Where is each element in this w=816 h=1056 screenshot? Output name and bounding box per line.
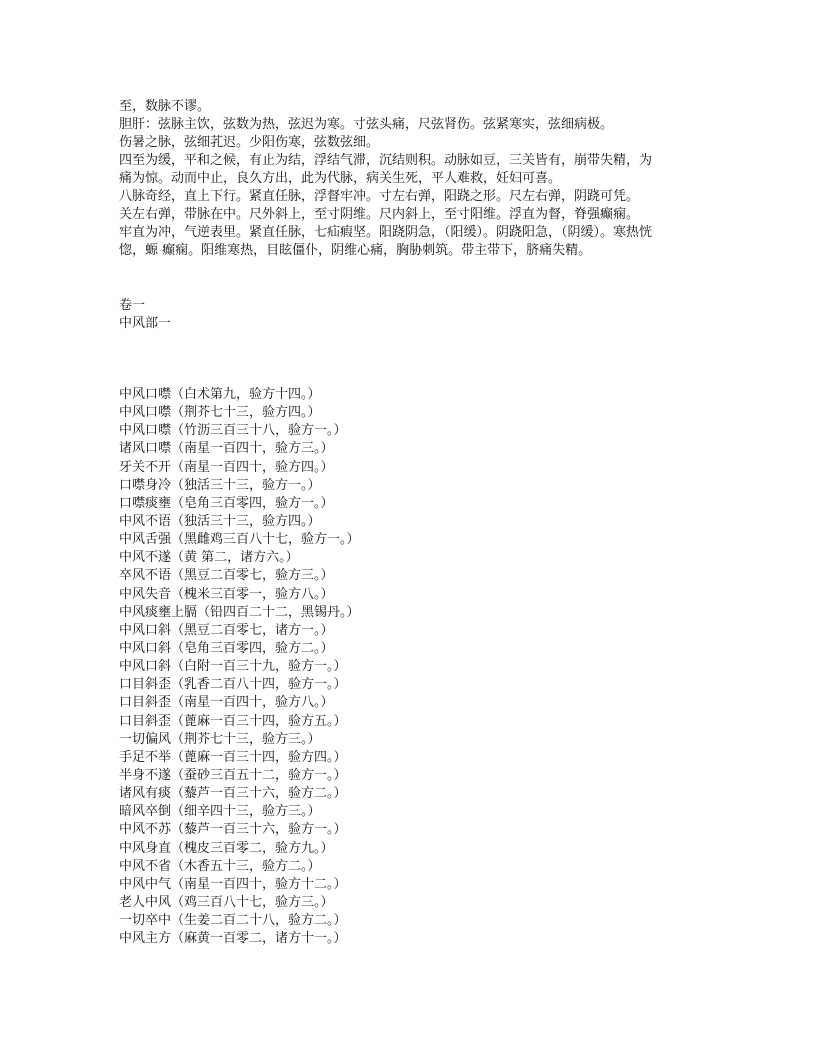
list-item: 中风口噤（荆芥七十三，验方四。）	[119, 405, 321, 421]
list-item: 中风身直（槐皮三百零二，验方九。）	[119, 840, 334, 856]
list-item: 中风痰壅上膈（铅四百二十二，黑锡丹。）	[119, 604, 360, 620]
list-item: 口噤痰壅（皂角三百零四，验方一。）	[119, 495, 334, 511]
list-item: 一切偏风（荆芥七十三，验方三。）	[119, 731, 321, 747]
list-item: 中风不语（独活三十三，验方四。）	[119, 513, 321, 529]
list-item: 口目斜歪（南星一百四十，验方八。）	[119, 695, 334, 711]
list-item: 牙关不开（南星一百四十，验方四。）	[119, 459, 334, 475]
paragraph-line: 牢直为冲，气逆表里。紧直任脉，七疝瘕坚。阳跷阴急，（阳缓）。阴跷阳急，（阴缓）。寒热恍	[119, 225, 653, 240]
list-item: 中风不遂（黄 第二，诸方六。）	[119, 550, 299, 566]
list-item: 口目斜歪（蓖麻一百三十四，验方五。）	[119, 713, 347, 729]
list-item: 中风口噤（白术第九，验方十四。）	[119, 387, 321, 402]
list-item: 中风中气（南星一百四十，验方十二。）	[119, 876, 347, 892]
list-item: 卒风不语（黑豆二百零七，验方三。）	[119, 568, 334, 584]
paragraph-line: 伤暑之脉，弦细芤迟。少阳伤寒，弦数弦细。	[119, 135, 380, 150]
list-item: 老人中风（鸡三百八十七，验方三。）	[119, 894, 334, 910]
list-item: 中风口噤（竹沥三百三十八，验方一。）	[119, 423, 347, 439]
list-item: 手足不举（蓖麻一百三十四，验方四。）	[119, 749, 347, 765]
list-item: 诸风口噤（南星一百四十，验方三。）	[119, 441, 334, 457]
list-item: 中风舌强（黑雌鸡三百八十七，验方一。）	[119, 532, 360, 548]
list-item: 口目斜歪（乳香二百八十四，验方一。）	[119, 677, 347, 693]
list-item: 口噤身冷（独活三十三，验方一。）	[119, 477, 321, 493]
paragraph-line: 关左右弹，带脉在中。尺外斜上，至寸阴维。尺内斜上，至寸阳维。浮直为督，脊强癫痫。	[119, 207, 640, 222]
volume-title: 卷一	[119, 298, 146, 313]
list-item: 暗风卒倒（细辛四十三，验方三。）	[119, 804, 321, 820]
paragraph-line: 八脉奇经，直上下行。紧直任脉，浮督牢冲。寸左右弹，阳跷之形。尺左右弹，阴跷可凭。	[119, 189, 640, 204]
list-item: 中风口斜（白附一百三十九，验方一。）	[119, 659, 347, 675]
list-item: 中风口斜（黑豆二百零七，诸方一。）	[119, 622, 334, 638]
list-item: 中风不苏（藜芦一百三十六，验方一。）	[119, 822, 347, 838]
paragraph-line: 至，数脉不谬。	[119, 99, 211, 114]
list-item: 中风不省（木香五十三，验方二。）	[119, 858, 321, 874]
list-item: 中风口斜（皂角三百零四，验方二。）	[119, 640, 334, 656]
paragraph-line: 胆肝：弦脉主饮，弦数为热，弦迟为寒。寸弦头痛，尺弦肾伤。弦紧寒实，弦细病极。	[119, 117, 614, 132]
list-item: 中风主方（麻黄一百零二，诸方十一。）	[119, 931, 347, 947]
section-title: 中风部一	[119, 316, 172, 331]
paragraph-line: 四至为缓，平和之候，有止为结，浮结气滞，沉结则积。动脉如豆，三关皆有，崩带失精，为	[119, 153, 653, 168]
list-item: 半身不遂（蚕砂三百五十二，验方一。）	[119, 767, 347, 783]
list-item: 一切卒中（生姜二百二十八，验方二。）	[119, 913, 347, 929]
section-heading	[119, 297, 709, 333]
pulse-verse-paragraph	[119, 98, 709, 260]
paragraph-line: 痛为惊。动而中止，良久方出，此为代脉，病关生死，平人难救，妊妇可喜。	[119, 171, 562, 186]
list-item: 中风失音（槐米三百零一，验方八。）	[119, 586, 334, 602]
entry-list	[119, 386, 709, 948]
list-item: 诸风有痰（藜芦一百三十六，验方二。）	[119, 786, 347, 802]
paragraph-line: 惚，螈 癫痫。阳维寒热，目眩僵仆，阴维心痛，胸胁刺筑。带主带下，脐痛失精。	[119, 243, 592, 258]
